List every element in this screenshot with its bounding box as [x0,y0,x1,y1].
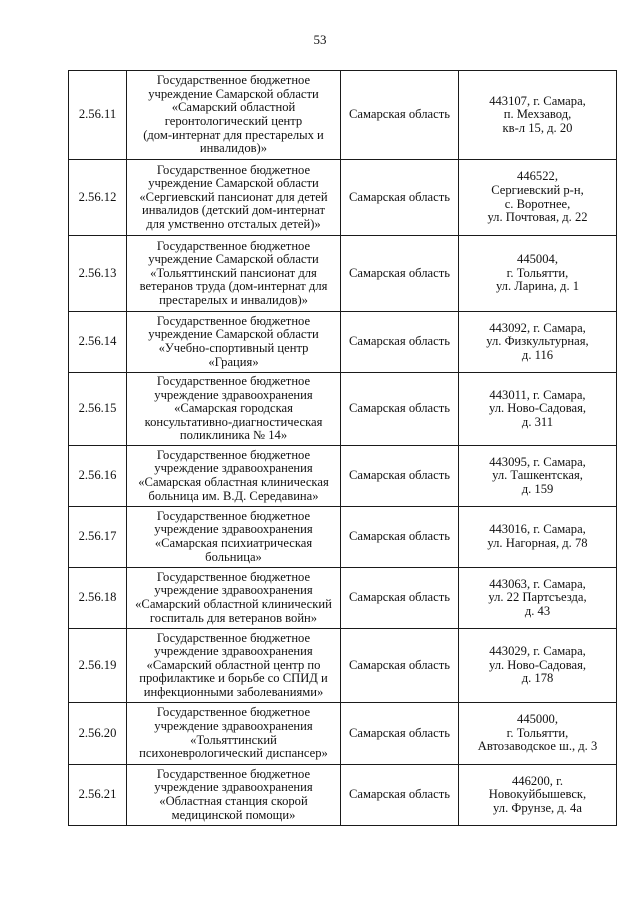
institution-name-cell: Государственное бюджетное учреждение здравоохранения «Самарская психиатрическая больница» [127,507,341,568]
table-row [69,446,617,507]
region-cell: Самарская область [341,765,459,826]
institution-name-cell: Государственное бюджетное учреждение Самарской области «Сергиевский пансионат для детей инвалидов (детский дом-интернат для умственно отсталых детей)» [127,160,341,236]
address-cell: 445004, г. Тольятти, ул. Ларина, д. 1 [459,236,617,312]
row-number-cell: 2.56.12 [69,160,127,236]
institution-name-cell: Государственное бюджетное учреждение здравоохранения «Тольяттинский психоневрологический диспансер» [127,703,341,765]
row-number-cell: 2.56.14 [69,312,127,373]
row-number-cell: 2.56.20 [69,703,127,765]
address-cell: 443029, г. Самара, ул. Ново-Садовая, д. 178 [459,629,617,703]
institution-name-cell: Государственное бюджетное учреждение здравоохранения «Самарский областной клинический госпиталь для ветеранов войн» [127,568,341,629]
table-row [69,71,617,160]
address-cell: 445000, г. Тольятти, Автозаводское ш., д. 3 [459,703,617,765]
table-row [69,703,617,765]
region-cell: Самарская область [341,312,459,373]
institution-name-cell: Государственное бюджетное учреждение здравоохранения «Самарская областная клиническая больница им. В.Д. Середавина» [127,446,341,507]
institution-name-cell: Государственное бюджетное учреждение здравоохранения «Областная станция скорой медицинской помощи» [127,765,341,826]
table-row [69,765,617,826]
address-cell: 446522, Сергиевский р-н, с. Воротнее, ул. Почтовая, д. 22 [459,160,617,236]
region-cell: Самарская область [341,703,459,765]
address-cell: 443095, г. Самара, ул. Ташкентская, д. 159 [459,446,617,507]
table-row [69,568,617,629]
institutions-table [68,70,617,826]
region-cell: Самарская область [341,71,459,160]
institution-name-cell: Государственное бюджетное учреждение Самарской области «Учебно-спортивный центр «Грация» [127,312,341,373]
table-row [69,236,617,312]
institution-name-cell: Государственное бюджетное учреждение здравоохранения «Самарский областной центр по профилактике и борьбе со СПИД и инфекционными заболеваниями» [127,629,341,703]
table-row [69,629,617,703]
institution-name-cell: Государственное бюджетное учреждение Самарской области «Тольяттинский пансионат для ветеранов труда (дом-интернат для престарелых и инвалидов)» [127,236,341,312]
row-number-cell: 2.56.18 [69,568,127,629]
row-number-cell: 2.56.13 [69,236,127,312]
table-row [69,507,617,568]
region-cell: Самарская область [341,507,459,568]
region-cell: Самарская область [341,236,459,312]
address-cell: 443011, г. Самара, ул. Ново-Садовая, д. 311 [459,373,617,446]
row-number-cell: 2.56.21 [69,765,127,826]
region-cell: Самарская область [341,568,459,629]
row-number-cell: 2.56.16 [69,446,127,507]
table-row [69,160,617,236]
address-cell: 443016, г. Самара, ул. Нагорная, д. 78 [459,507,617,568]
table-row [69,312,617,373]
address-cell: 443063, г. Самара, ул. 22 Партсъезда, д. 43 [459,568,617,629]
region-cell: Самарская область [341,160,459,236]
row-number-cell: 2.56.19 [69,629,127,703]
row-number-cell: 2.56.17 [69,507,127,568]
row-number-cell: 2.56.11 [69,71,127,160]
region-cell: Самарская область [341,373,459,446]
address-cell: 443092, г. Самара, ул. Физкультурная, д. 116 [459,312,617,373]
institution-name-cell: Государственное бюджетное учреждение здравоохранения «Самарская городская консультативно-диагностическая поликлиника № 14» [127,373,341,446]
region-cell: Самарская область [341,629,459,703]
row-number-cell: 2.56.15 [69,373,127,446]
address-cell: 443107, г. Самара, п. Мехзавод, кв-л 15, д. 20 [459,71,617,160]
region-cell: Самарская область [341,446,459,507]
institution-name-cell: Государственное бюджетное учреждение Самарской области «Самарский областной геронтологический центр (дом-интернат для престарелых и инвалидов)» [127,71,341,160]
table-row [69,373,617,446]
address-cell: 446200, г. Новокуйбышевск, ул. Фрунзе, д. 4а [459,765,617,826]
page-number: 53 [313,32,327,47]
